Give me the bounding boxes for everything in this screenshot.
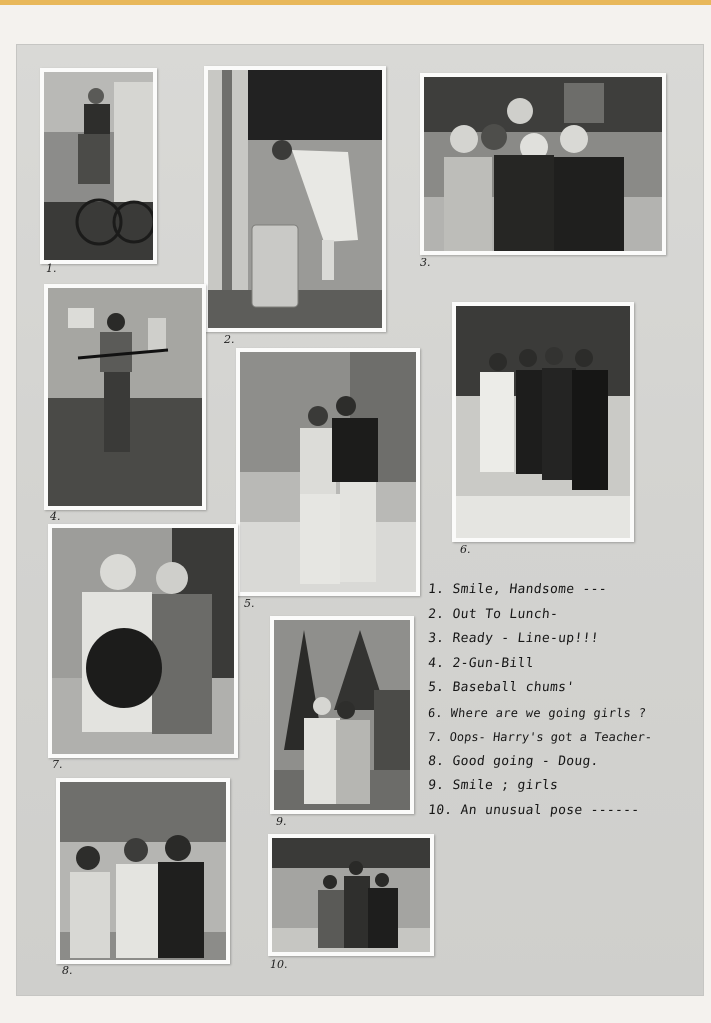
photo-6	[452, 302, 634, 542]
photo-3-image	[424, 77, 662, 251]
photo-7	[48, 524, 238, 758]
photo-1	[40, 68, 157, 264]
caption-list	[428, 578, 708, 823]
photo-1-image	[44, 72, 153, 260]
photo-4-number: 4.	[50, 510, 61, 523]
photo-7-number: 7.	[52, 758, 63, 771]
photo-6-number: 6.	[460, 543, 471, 556]
photo-10-number: 10.	[270, 958, 288, 971]
photo-8	[56, 778, 230, 964]
photo-6-image	[456, 306, 630, 538]
photo-4-image	[48, 288, 202, 506]
caption-8: 8. Good going - Doug.	[427, 753, 600, 769]
photo-10	[268, 834, 434, 956]
photo-2-number: 2.	[224, 333, 235, 346]
photo-10-image	[272, 838, 430, 952]
caption-1: 1. Smile, Handsome ---	[427, 582, 608, 597]
caption-10: 10. An unusual pose ------	[427, 802, 641, 818]
photo-9-image	[274, 620, 410, 810]
photo-1-number: 1.	[46, 262, 57, 275]
photo-5-image	[240, 352, 416, 592]
caption-6: 6. Where are we going girls ?	[427, 705, 647, 720]
photo-3	[420, 73, 666, 255]
photo-2-image	[208, 70, 382, 328]
caption-5: 5. Baseball chums'	[427, 680, 576, 695]
photo-4	[44, 284, 206, 510]
caption-3: 3. Ready - Line-up!!!	[427, 631, 600, 646]
photo-9-number: 9.	[276, 815, 287, 828]
photo-5	[236, 348, 420, 596]
caption-7: 7. Oops- Harry's got a Teacher-	[427, 730, 653, 744]
photo-8-number: 8.	[62, 964, 73, 977]
photo-3-number: 3.	[420, 256, 431, 269]
photo-8-image	[60, 782, 226, 960]
photo-2	[204, 66, 386, 332]
photo-5-number: 5.	[244, 597, 255, 610]
caption-9: 9. Smile ; girls	[427, 778, 559, 793]
top-edge-strip	[0, 0, 711, 5]
caption-4: 4. 2-Gun-Bill	[427, 655, 535, 671]
photo-7-image	[52, 528, 234, 754]
caption-2: 2. Out To Lunch-	[427, 606, 559, 622]
photo-9	[270, 616, 414, 814]
